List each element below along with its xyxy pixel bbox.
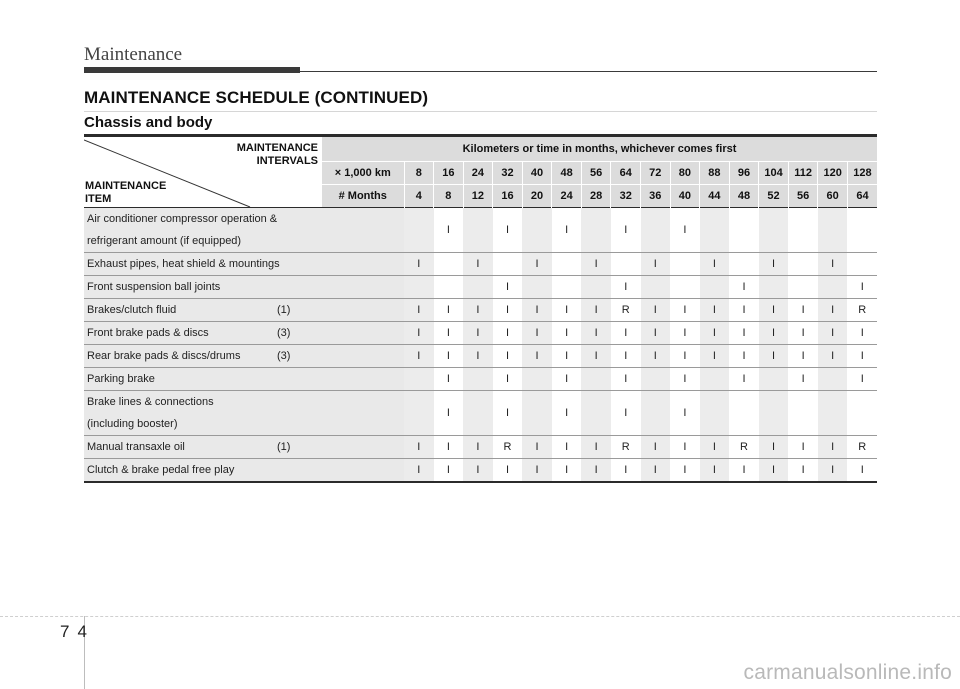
schedule-mark-cell	[522, 208, 552, 253]
schedule-mark-cell	[522, 368, 552, 391]
schedule-mark-cell	[404, 391, 434, 436]
schedule-mark-cell	[818, 391, 848, 436]
schedule-mark-cell: I	[759, 436, 789, 459]
schedule-mark-cell: I	[522, 299, 552, 322]
page-number: 74	[60, 622, 95, 641]
schedule-mark-cell: I	[788, 459, 818, 483]
schedule-mark-cell: I	[493, 208, 523, 253]
schedule-mark-cell	[611, 253, 641, 276]
schedule-mark-cell	[700, 276, 730, 299]
schedule-mark-cell	[700, 368, 730, 391]
schedule-mark-cell: I	[404, 322, 434, 345]
table-row	[84, 208, 877, 253]
month-interval-cell: 56	[788, 185, 818, 208]
schedule-mark-cell	[847, 391, 877, 436]
km-interval-cell: 48	[552, 162, 582, 185]
schedule-mark-cell: I	[700, 299, 730, 322]
schedule-mark-cell: I	[818, 459, 848, 483]
schedule-mark-cell	[788, 276, 818, 299]
maintenance-item-note: (3)	[277, 327, 291, 339]
schedule-mark-cell: I	[611, 345, 641, 368]
schedule-mark-cell: I	[552, 391, 582, 436]
km-interval-cell: 88	[700, 162, 730, 185]
maintenance-item-cell	[84, 208, 404, 253]
corner-bottom-line1: MAINTENANCE	[85, 180, 167, 192]
month-interval-cell: 44	[700, 185, 730, 208]
schedule-mark-cell: I	[641, 299, 671, 322]
footer-rule	[0, 616, 960, 617]
schedule-mark-cell: I	[759, 345, 789, 368]
schedule-mark-cell: I	[552, 322, 582, 345]
corner-item-label	[85, 180, 166, 206]
schedule-mark-cell: I	[818, 253, 848, 276]
month-interval-cell: 36	[641, 185, 671, 208]
schedule-mark-cell: I	[611, 276, 641, 299]
table-row	[84, 299, 877, 322]
schedule-mark-cell: I	[493, 322, 523, 345]
schedule-mark-cell: I	[434, 208, 464, 253]
months-unit-label: # Months	[322, 185, 404, 208]
km-interval-cell: 80	[670, 162, 700, 185]
schedule-mark-cell	[552, 276, 582, 299]
schedule-mark-cell: R	[847, 299, 877, 322]
schedule-mark-cell: I	[434, 345, 464, 368]
interval-heading: Kilometers or time in months, whichever comes first	[322, 136, 877, 162]
schedule-mark-cell: I	[493, 459, 523, 483]
schedule-mark-cell: R	[847, 436, 877, 459]
schedule-mark-cell: R	[729, 436, 759, 459]
schedule-mark-cell: I	[404, 459, 434, 483]
schedule-mark-cell	[404, 368, 434, 391]
schedule-mark-cell	[700, 391, 730, 436]
schedule-mark-cell: I	[788, 436, 818, 459]
schedule-mark-cell: I	[434, 368, 464, 391]
schedule-mark-cell	[818, 208, 848, 253]
schedule-mark-cell: I	[670, 322, 700, 345]
schedule-mark-cell	[404, 276, 434, 299]
schedule-mark-cell: I	[641, 436, 671, 459]
schedule-mark-cell: I	[522, 322, 552, 345]
page-title: MAINTENANCE SCHEDULE (CONTINUED)	[84, 88, 429, 107]
schedule-mark-cell	[729, 253, 759, 276]
km-interval-cell: 40	[522, 162, 552, 185]
maintenance-item-cell	[84, 459, 404, 483]
schedule-mark-cell: I	[552, 208, 582, 253]
schedule-mark-cell: I	[818, 436, 848, 459]
maintenance-item-label: Rear brake pads & discs/drums	[87, 350, 241, 362]
schedule-mark-cell: I	[788, 345, 818, 368]
maintenance-item-cell	[84, 253, 404, 276]
schedule-mark-cell	[463, 391, 493, 436]
schedule-mark-cell: I	[670, 368, 700, 391]
schedule-mark-cell: I	[759, 322, 789, 345]
km-interval-cell: 128	[847, 162, 877, 185]
schedule-mark-cell: I	[818, 345, 848, 368]
schedule-mark-cell: R	[611, 436, 641, 459]
maintenance-item-note: (1)	[277, 441, 291, 453]
table-row	[84, 322, 877, 345]
watermark: carmanualsonline.info	[743, 661, 952, 684]
schedule-mark-cell	[581, 208, 611, 253]
km-interval-cell: 104	[759, 162, 789, 185]
schedule-mark-cell: I	[759, 253, 789, 276]
schedule-mark-cell	[641, 208, 671, 253]
schedule-mark-cell: I	[434, 436, 464, 459]
km-interval-cell: 56	[581, 162, 611, 185]
schedule-mark-cell: I	[847, 368, 877, 391]
schedule-mark-cell: I	[611, 459, 641, 483]
schedule-mark-cell	[788, 208, 818, 253]
schedule-mark-cell	[729, 208, 759, 253]
table-row	[84, 436, 877, 459]
schedule-mark-cell	[463, 276, 493, 299]
schedule-mark-cell: I	[700, 253, 730, 276]
schedule-mark-cell	[463, 368, 493, 391]
schedule-mark-cell: I	[670, 391, 700, 436]
schedule-mark-cell: I	[522, 345, 552, 368]
schedule-mark-cell	[434, 276, 464, 299]
schedule-mark-cell	[641, 368, 671, 391]
schedule-mark-cell: I	[759, 459, 789, 483]
schedule-mark-cell: I	[818, 299, 848, 322]
km-interval-cell: 16	[434, 162, 464, 185]
schedule-mark-cell	[670, 276, 700, 299]
schedule-mark-cell: I	[493, 276, 523, 299]
month-interval-cell: 40	[670, 185, 700, 208]
schedule-mark-cell	[759, 368, 789, 391]
maintenance-item-note: (3)	[277, 350, 291, 362]
corner-intervals-label	[237, 142, 318, 168]
schedule-mark-cell: I	[847, 459, 877, 483]
schedule-mark-cell: I	[847, 345, 877, 368]
maintenance-item-label-line2: (including booster)	[87, 418, 178, 430]
schedule-mark-cell	[641, 276, 671, 299]
corner-top-line2: INTERVALS	[256, 155, 318, 167]
maintenance-item-label: Manual transaxle oil	[87, 441, 185, 453]
schedule-mark-cell: I	[700, 459, 730, 483]
schedule-mark-cell: I	[493, 391, 523, 436]
schedule-mark-cell	[847, 208, 877, 253]
schedule-mark-cell: I	[729, 322, 759, 345]
schedule-mark-cell: I	[581, 299, 611, 322]
month-interval-cell: 8	[434, 185, 464, 208]
schedule-mark-cell	[493, 253, 523, 276]
month-interval-cell: 4	[404, 185, 434, 208]
schedule-mark-cell: I	[463, 459, 493, 483]
schedule-mark-cell: I	[522, 459, 552, 483]
schedule-mark-cell: I	[670, 459, 700, 483]
schedule-mark-cell: I	[581, 253, 611, 276]
schedule-mark-cell: I	[700, 322, 730, 345]
km-interval-cell: 72	[641, 162, 671, 185]
table-row	[84, 345, 877, 368]
schedule-mark-cell: I	[700, 436, 730, 459]
schedule-mark-cell: I	[404, 253, 434, 276]
schedule-mark-cell: I	[788, 299, 818, 322]
maintenance-item-cell	[84, 436, 404, 459]
month-interval-cell: 60	[818, 185, 848, 208]
maintenance-item-label-line2: refrigerant amount (if equipped)	[87, 235, 242, 247]
schedule-mark-cell: I	[463, 322, 493, 345]
table-row	[84, 391, 877, 436]
schedule-mark-cell: I	[522, 253, 552, 276]
schedule-mark-cell: I	[729, 368, 759, 391]
schedule-mark-cell: I	[788, 322, 818, 345]
schedule-mark-cell	[788, 391, 818, 436]
schedule-mark-cell: I	[434, 459, 464, 483]
table-row	[84, 276, 877, 299]
maintenance-item-label: Front brake pads & discs	[87, 327, 209, 339]
km-interval-cell: 96	[729, 162, 759, 185]
table-corner-header	[84, 136, 322, 208]
schedule-mark-cell	[581, 276, 611, 299]
month-interval-cell: 12	[463, 185, 493, 208]
schedule-mark-cell	[818, 276, 848, 299]
schedule-mark-cell: I	[641, 253, 671, 276]
month-interval-cell: 48	[729, 185, 759, 208]
km-interval-cell: 112	[788, 162, 818, 185]
schedule-mark-cell	[463, 208, 493, 253]
schedule-mark-cell	[404, 208, 434, 253]
schedule-mark-cell	[522, 391, 552, 436]
header-rule	[300, 71, 877, 72]
schedule-mark-cell: I	[522, 436, 552, 459]
schedule-mark-cell	[759, 276, 789, 299]
maintenance-item-cell	[84, 299, 404, 322]
schedule-mark-cell: I	[404, 345, 434, 368]
corner-bottom-line2: ITEM	[85, 193, 112, 205]
schedule-mark-cell: I	[581, 322, 611, 345]
maintenance-item-label: Clutch & brake pedal free play	[87, 464, 235, 476]
month-interval-cell: 64	[847, 185, 877, 208]
schedule-mark-cell: I	[818, 322, 848, 345]
schedule-mark-cell	[581, 368, 611, 391]
schedule-mark-cell: I	[670, 299, 700, 322]
schedule-mark-cell: I	[729, 276, 759, 299]
schedule-mark-cell	[759, 208, 789, 253]
schedule-mark-cell	[641, 391, 671, 436]
header-bar	[84, 67, 300, 73]
schedule-mark-cell: I	[581, 436, 611, 459]
schedule-mark-cell: I	[552, 299, 582, 322]
schedule-mark-cell: I	[670, 208, 700, 253]
table-row	[84, 368, 877, 391]
schedule-mark-cell: I	[434, 391, 464, 436]
schedule-mark-cell: I	[788, 368, 818, 391]
month-interval-cell: 16	[493, 185, 523, 208]
month-interval-cell: 52	[759, 185, 789, 208]
month-interval-cell: 28	[581, 185, 611, 208]
schedule-mark-cell: I	[729, 459, 759, 483]
schedule-mark-cell: I	[641, 459, 671, 483]
schedule-mark-cell	[434, 253, 464, 276]
maintenance-item-label: Parking brake	[87, 373, 155, 385]
schedule-mark-cell: I	[700, 345, 730, 368]
schedule-mark-cell: I	[729, 345, 759, 368]
maintenance-item-label: Air conditioner compressor operation &	[87, 213, 278, 225]
schedule-mark-cell: I	[611, 391, 641, 436]
km-interval-cell: 8	[404, 162, 434, 185]
schedule-mark-cell: I	[581, 345, 611, 368]
maintenance-schedule-table-wrap	[84, 134, 877, 483]
schedule-mark-cell: I	[759, 299, 789, 322]
maintenance-item-label: Brakes/clutch fluid	[87, 304, 177, 316]
km-interval-cell: 32	[493, 162, 523, 185]
schedule-mark-cell: I	[463, 299, 493, 322]
schedule-mark-cell: I	[493, 345, 523, 368]
schedule-mark-cell	[670, 253, 700, 276]
schedule-mark-cell: I	[493, 299, 523, 322]
schedule-mark-cell	[847, 253, 877, 276]
month-interval-cell: 24	[552, 185, 582, 208]
table-row	[84, 253, 877, 276]
schedule-mark-cell: I	[552, 459, 582, 483]
schedule-mark-cell: I	[552, 345, 582, 368]
schedule-mark-cell: I	[847, 276, 877, 299]
schedule-mark-cell: I	[611, 208, 641, 253]
maintenance-item-label: Exhaust pipes, heat shield & mountings	[87, 258, 280, 270]
schedule-mark-cell: I	[670, 436, 700, 459]
schedule-mark-cell: R	[611, 299, 641, 322]
maintenance-item-cell	[84, 322, 404, 345]
schedule-mark-cell: I	[729, 299, 759, 322]
schedule-mark-cell	[759, 391, 789, 436]
maintenance-item-cell	[84, 345, 404, 368]
km-unit-label: × 1,000 km	[322, 162, 404, 185]
schedule-mark-cell: I	[552, 368, 582, 391]
schedule-mark-cell: I	[641, 322, 671, 345]
schedule-mark-cell: I	[463, 436, 493, 459]
km-interval-cell: 120	[818, 162, 848, 185]
schedule-mark-cell: I	[641, 345, 671, 368]
schedule-mark-cell: I	[434, 322, 464, 345]
schedule-mark-cell	[552, 253, 582, 276]
schedule-mark-cell: I	[581, 459, 611, 483]
schedule-mark-cell	[788, 253, 818, 276]
km-interval-cell: 64	[611, 162, 641, 185]
schedule-mark-cell: R	[493, 436, 523, 459]
schedule-mark-cell: I	[493, 368, 523, 391]
maintenance-item-cell	[84, 391, 404, 436]
schedule-mark-cell: I	[404, 436, 434, 459]
schedule-mark-cell: I	[434, 299, 464, 322]
schedule-mark-cell: I	[611, 322, 641, 345]
schedule-mark-cell: I	[463, 345, 493, 368]
month-interval-cell: 32	[611, 185, 641, 208]
maintenance-item-cell	[84, 276, 404, 299]
schedule-mark-cell: I	[552, 436, 582, 459]
month-interval-cell: 20	[522, 185, 552, 208]
schedule-mark-cell: I	[847, 322, 877, 345]
maintenance-item-note: (1)	[277, 304, 291, 316]
schedule-mark-cell	[522, 276, 552, 299]
schedule-mark-cell: I	[404, 299, 434, 322]
schedule-mark-cell	[729, 391, 759, 436]
title-divider	[84, 111, 877, 112]
km-interval-cell: 24	[463, 162, 493, 185]
schedule-mark-cell: I	[463, 253, 493, 276]
maintenance-item-cell	[84, 368, 404, 391]
maintenance-schedule-table	[84, 134, 877, 483]
table-row	[84, 459, 877, 483]
section-subtitle: Chassis and body	[84, 114, 213, 131]
schedule-mark-cell	[818, 368, 848, 391]
corner-top-line1: MAINTENANCE	[236, 142, 318, 154]
running-header: Maintenance	[84, 44, 183, 65]
schedule-mark-cell: I	[611, 368, 641, 391]
maintenance-item-label: Front suspension ball joints	[87, 281, 221, 293]
schedule-mark-cell	[581, 391, 611, 436]
schedule-mark-cell: I	[670, 345, 700, 368]
maintenance-item-label: Brake lines & connections	[87, 396, 214, 408]
schedule-mark-cell	[700, 208, 730, 253]
